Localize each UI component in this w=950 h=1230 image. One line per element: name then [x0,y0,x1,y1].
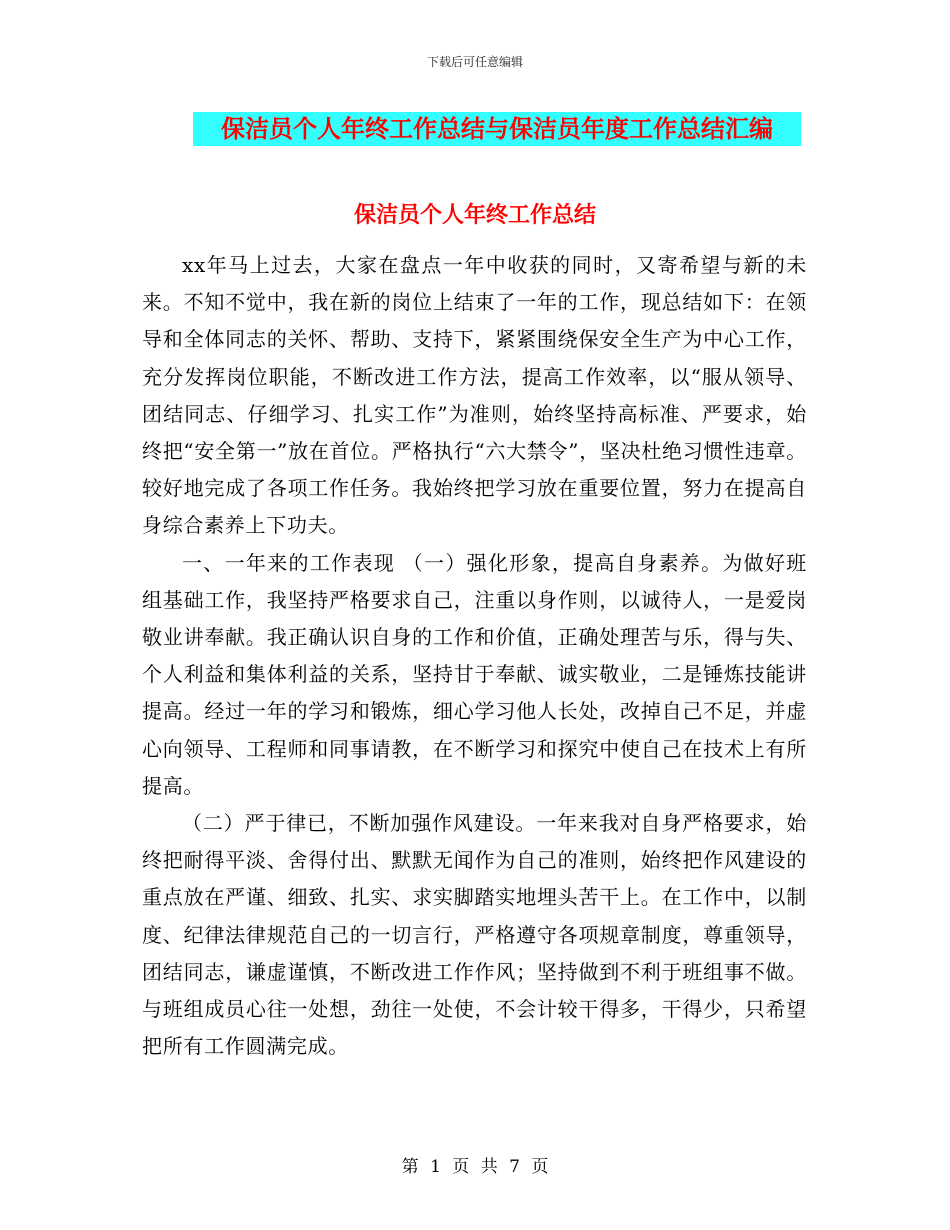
paragraph-work-performance: 一、一年来的工作表现 （一）强化形象，提高自身素养。为做好班组基础工作，我坚持严格要求自己，注重以身作则，以诚待人，一是爱岗敬业讲奉献。我正确认识自身的工作和价值，正确处理苦与乐，得与失、个人利益和集体利益的关系，坚持甘于奉献、诚实敬业，二是锤炼技能讲提高。经过一年的学习和锻炼，细心学习他人长处，改掉自己不足，并虚心向领导、工程师和同事请教，在不断学习和探究中使自己在技术上有所提高。 [142,550,807,798]
document-main-title: 保洁员个人年终工作总结与保洁员年度工作总结汇编 [193,112,801,146]
document-body [142,247,807,1065]
section-title: 保洁员个人年终工作总结 [353,203,596,228]
page-number: 第 1 页 共 7 页 [401,1157,549,1177]
paragraph-self-discipline: （二）严于律已，不断加强作风建设。一年来我对自身严格要求，始终把耐得平淡、舍得付出、默默无闻作为自己的准则，始终把作风建设的重点放在严谨、细致、扎实、求实脚踏实地埋头苦干上。在工作中，以制度、纪律法律规范自己的一切言行，严格遵守各项规章制度，尊重领导，团结同志，谦虚谨慎，不断改进工作作风；坚持做到不利于班组事不做。与班组成员心往一处想，劲往一处使，不会计较干得多，干得少，只希望把所有工作圆满完成。 [142,811,807,1059]
paragraph-intro: xx年马上过去，大家在盘点一年中收获的同时，又寄希望与新的未来。不知不觉中，我在新的岗位上结束了一年的工作，现总结如下：在领导和全体同志的关怀、帮助、支持下，紧紧围绕保安全生产为中心工作，充分发挥岗位职能，不断改进工作方法，提高工作效率，以“服从领导、团结同志、仔细学习、扎实工作”为准则，始终坚持高标准、严要求，始终把“安全第一”放在首位。严格执行“六大禁令”，坚决杜绝习惯性违章。较好地完成了各项工作任务。我始终把学习放在重要位置，努力在提高自身综合素养上下功夫。 [142,253,807,538]
header-note: 下载后可任意编辑 [426,55,523,69]
